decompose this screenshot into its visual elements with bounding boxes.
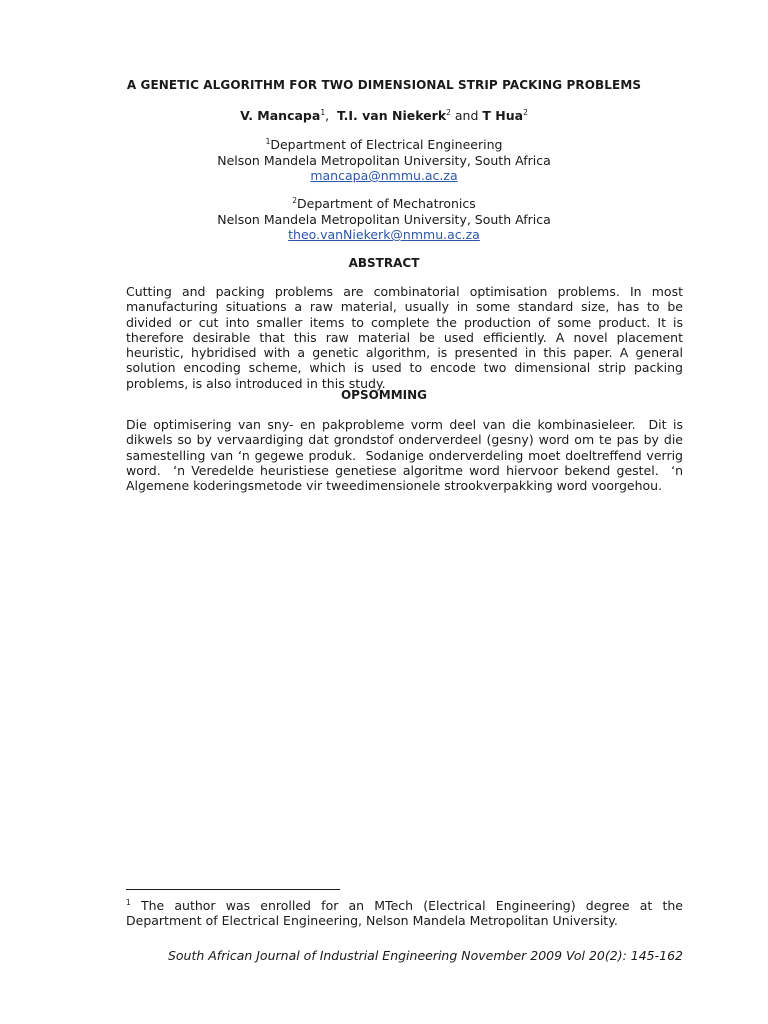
footnote [126, 898, 683, 929]
author-name: T Hua [482, 108, 524, 123]
affiliation-mark: 1 [265, 136, 271, 146]
affiliation-institution: Nelson Mandela Metropolitan University, South Africa [217, 152, 551, 168]
footnote-divider [126, 889, 340, 890]
abstract-text: Cutting and packing problems are combinatorial optimisation problems. In most manufacturing situations a raw material, usually in some standard size, has to be divided or cut into smaller items to complete the production of some product. It is therefore desirable that this raw material be used efficiently. A novel placement heuristic, hybridised with a genetic algorithm, is presented in this paper. A general solution encoding scheme, which is used to encode two dimensional strip packing problems, is also introduced in this study. [126, 284, 683, 391]
affiliation-block [0, 196, 768, 243]
author-affiliation-mark: 2 [523, 107, 528, 117]
department-name: Department of Mechatronics [297, 196, 476, 211]
opsomming-text: Die optimisering van sny- en pakprobleme vorm deel van die kombinasieleer. Dit is dikwels so by vervaardiging dat grondstof onderverdeel (gesny) word om te pas by die samestelling van ‘n gegewe produk. Sodanige onderverdeling moet doeltreffend verrig word. ‘n Veredelde heuristiese genetiese algoritme word hiervoor bekend gestel. ‘n Algemene koderingsmetode vir tweedimensionele strookverpakking word voorgehou. [126, 417, 687, 494]
journal-footer: South African Journal of Industrial Engineering November 2009 Vol 20(2): 145-162 [167, 948, 683, 963]
email-link[interactable]: mancapa@nmmu.ac.za [310, 168, 458, 183]
paper-title: A GENETIC ALGORITHM FOR TWO DIMENSIONAL STRIP PACKING PROBLEMS [126, 78, 642, 92]
author-name: T.I. van Niekerk [337, 108, 447, 123]
department-name: Department of Electrical Engineering [270, 137, 503, 152]
author-name: V. Mancapa [240, 108, 321, 123]
author-affiliation-mark: 1 [320, 107, 326, 117]
author-separator: , [325, 108, 338, 123]
email-link[interactable]: theo.vanNiekerk@nmmu.ac.za [288, 227, 480, 242]
footnote-text: The author was enrolled for an MTech (Electrical Engineering) degree at the Department of Electrical Engineering, Nelson Mandela Metropolitan University. [126, 898, 683, 929]
abstract-heading: ABSTRACT [348, 256, 420, 270]
opsomming-heading: OPSOMMING [340, 388, 428, 402]
affiliation-department [0, 196, 768, 212]
affiliation-mark: 2 [292, 195, 297, 205]
affiliation-department [0, 137, 768, 153]
author-line [0, 108, 768, 123]
affiliation-block [0, 137, 768, 184]
footnote-mark: 1 [126, 897, 131, 907]
author-affiliation-mark: 2 [446, 107, 451, 117]
affiliation-institution: Nelson Mandela Metropolitan University, South Africa [217, 211, 551, 227]
author-separator: and [450, 108, 483, 123]
